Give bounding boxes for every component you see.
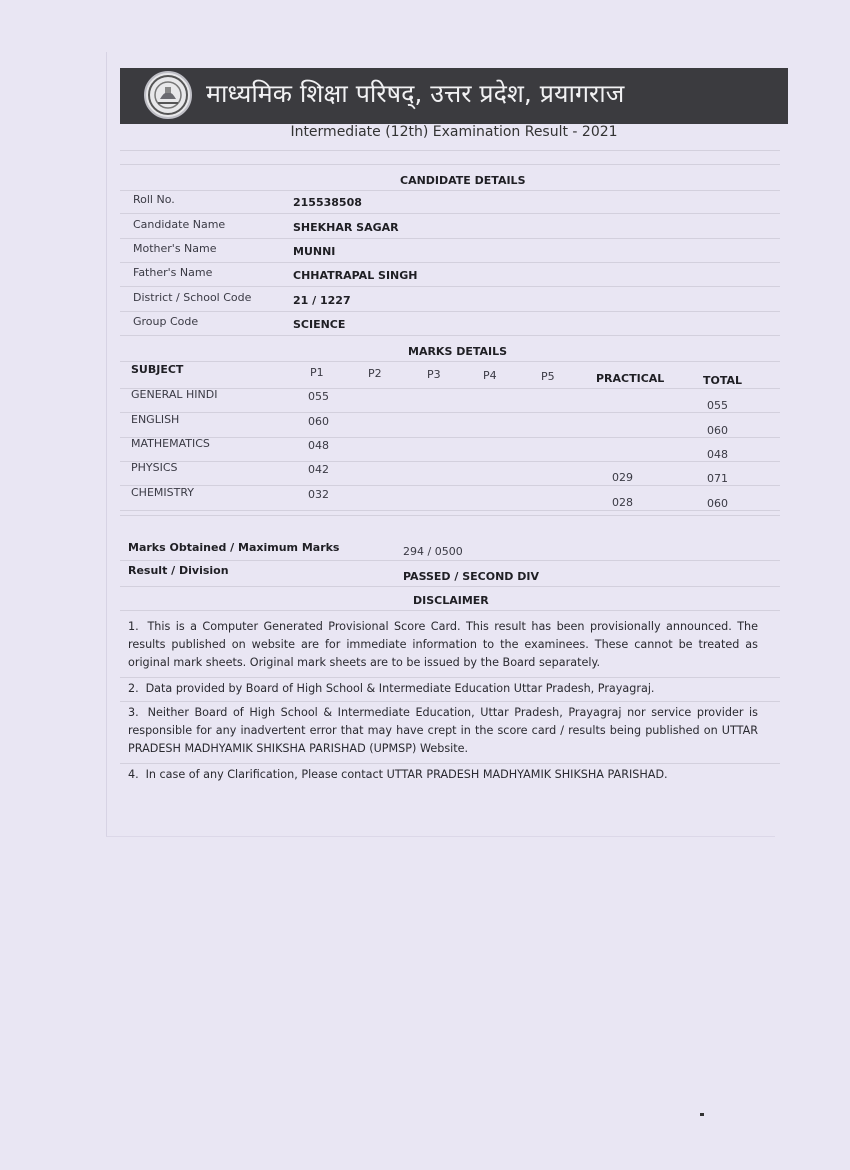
candidate-value: 21 / 1227	[293, 294, 351, 307]
board-emblem-icon	[144, 71, 192, 119]
disclaimer-number: 2.	[128, 682, 139, 695]
candidate-label: Roll No.	[133, 193, 175, 206]
scan-speck	[700, 1113, 704, 1116]
disclaimer-title: DISCLAIMER	[413, 594, 489, 607]
candidate-label: District / School Code	[133, 291, 252, 304]
candidate-label: Father's Name	[133, 266, 213, 279]
subject-name: PHYSICS	[131, 461, 178, 474]
header-banner	[120, 68, 788, 124]
candidate-label: Mother's Name	[133, 242, 217, 255]
col-total: TOTAL	[703, 374, 743, 387]
disclaimer-text: This is a Computer Generated Provisional Score Card. This result has been provisionally announced. The results published on website are for immediate information to the examinees. These cannot be treated as original mark sheets. Original mark sheets are to be issued by the Board separately.	[128, 620, 758, 669]
subject-name: GENERAL HINDI	[131, 388, 218, 401]
candidate-label: Group Code	[133, 315, 199, 328]
disclaimer-number: 4.	[128, 768, 139, 781]
col-p1: P1	[310, 366, 324, 379]
col-p5: P5	[541, 370, 555, 383]
disclaimer-text: In case of any Clarification, Please contact UTTAR PRADESH MADHYAMIK SHIKSHA PARISHAD.	[145, 768, 668, 781]
marks-practical: 028	[612, 496, 633, 509]
candidate-section-title: CANDIDATE DETAILS	[400, 174, 526, 187]
result-division-value: PASSED / SECOND DIV	[403, 570, 540, 583]
candidate-value: CHHATRAPAL SINGH	[293, 269, 418, 282]
marks-obtained-value: 294 / 0500	[403, 545, 463, 558]
candidate-value: SCIENCE	[293, 318, 346, 331]
disclaimer-item	[128, 618, 758, 672]
candidate-label: Candidate Name	[133, 218, 226, 231]
marks-p1: 055	[308, 390, 329, 403]
candidate-value: MUNNI	[293, 245, 336, 258]
marks-practical: 029	[612, 471, 633, 484]
col-p3: P3	[427, 368, 441, 381]
marks-p1: 060	[308, 415, 329, 428]
marks-total: 071	[707, 472, 728, 485]
disclaimer-number: 1.	[128, 620, 139, 633]
marks-obtained-label: Marks Obtained / Maximum Marks	[128, 541, 340, 554]
disclaimer-item	[128, 766, 758, 784]
candidate-value: SHEKHAR SAGAR	[293, 221, 399, 234]
disclaimer-text: Neither Board of High School & Intermediate Education, Uttar Pradesh, Prayagraj nor service provider is responsible for any inadvertent error that may have crept in the score card / results being published on UTTAR PRADESH MADHYAMIK SHIKSHA PARISHAD (UPMSP) Website.	[128, 706, 758, 755]
disclaimer-item	[128, 704, 758, 758]
board-title: माध्यमिक शिक्षा परिषद्, उत्तर प्रदेश, प्रयागराज	[206, 79, 625, 108]
disclaimer-item	[128, 680, 758, 698]
col-p2: P2	[368, 367, 382, 380]
subject-name: ENGLISH	[131, 413, 180, 426]
marks-total: 060	[707, 497, 728, 510]
marks-p1: 042	[308, 463, 329, 476]
subject-name: MATHEMATICS	[131, 437, 210, 450]
col-p4: P4	[483, 369, 497, 382]
col-practical: PRACTICAL	[596, 372, 665, 385]
col-subject: SUBJECT	[131, 363, 184, 376]
marks-p1: 048	[308, 439, 329, 452]
marks-total: 060	[707, 424, 728, 437]
marks-total: 055	[707, 399, 728, 412]
result-division-label: Result / Division	[128, 564, 229, 577]
candidate-value: 215538508	[293, 196, 362, 209]
marks-total: 048	[707, 448, 728, 461]
exam-title: Intermediate (12th) Examination Result - 2021	[290, 124, 618, 140]
disclaimer-number: 3.	[128, 706, 139, 719]
marks-section-title: MARKS DETAILS	[408, 345, 508, 358]
marks-p1: 032	[308, 488, 329, 501]
disclaimer-text: Data provided by Board of High School & Intermediate Education Uttar Pradesh, Prayagraj.	[145, 682, 655, 695]
subject-name: CHEMISTRY	[131, 486, 194, 499]
